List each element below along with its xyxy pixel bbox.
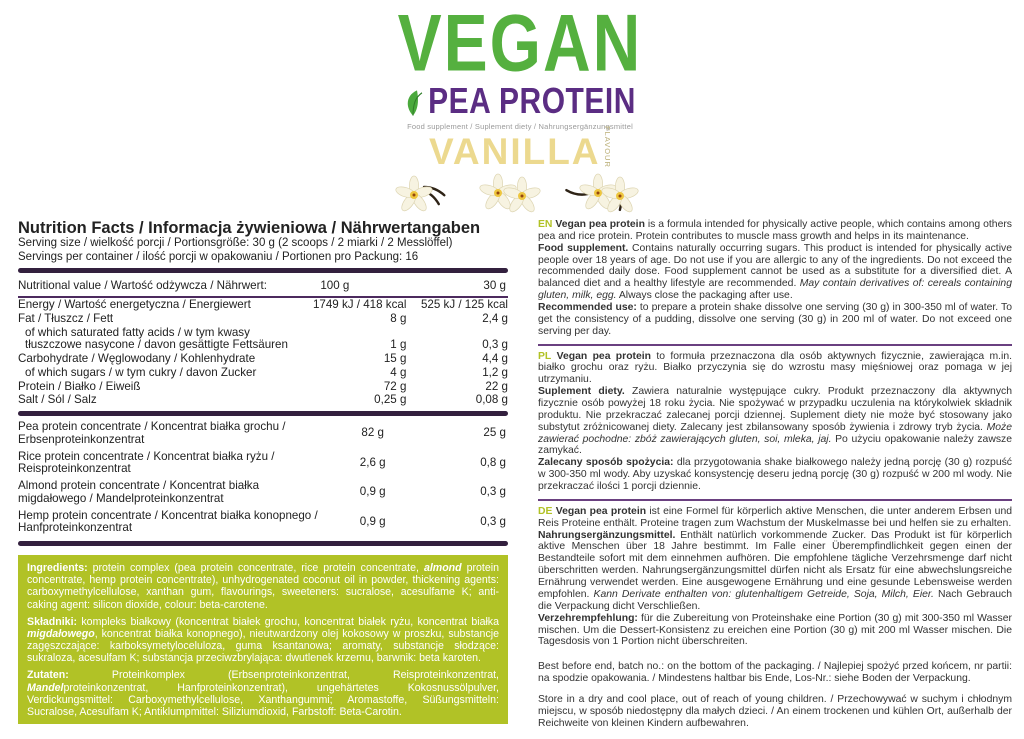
- pl-intro-text: to formuła przeznaczona dla osób aktywnych fizycznie, zawierająca m.in. białko grochu oraz ryżu. Białko przyczynia się do wzrostu masy mięśniowej oraz pomaga w jej utrzymaniu.: [538, 350, 1013, 386]
- product-title: PEA PROTEIN: [428, 82, 636, 122]
- product-name-bold: Vegan pea protein: [556, 350, 652, 362]
- pl-intro: [538, 351, 1012, 387]
- column-header-100g: 100 g: [297, 276, 406, 297]
- de-info-section: [538, 506, 1012, 648]
- pl-recommended-use: [538, 457, 1012, 493]
- row-value-100g: 1749 kJ / 418 kcal: [312, 298, 407, 312]
- ingredients-pl-emphasis: migdałowego: [27, 627, 95, 640]
- row-value-100g: 72 g: [383, 379, 407, 393]
- de-intro: [538, 506, 1012, 530]
- ingredients-de-lead: Zutaten:: [27, 669, 69, 682]
- row-value-30g: 25 g: [483, 426, 506, 440]
- table-row: [18, 380, 508, 394]
- row-label: Pea protein concentrate / Koncentrat białka grochu / Erbsenproteinkonzentrat: [18, 420, 286, 446]
- divider-bar: [18, 411, 508, 416]
- ingredients-en: [27, 562, 499, 611]
- row-value-30g: 0,3 g: [482, 338, 508, 352]
- pl-use-lead: Zalecany sposób spożycia:: [538, 457, 674, 469]
- row-value-100g: 15 g: [383, 352, 407, 366]
- pl-supplement-end: Po użyciu opakowanie należy zawsze zamykać.: [538, 433, 1012, 457]
- row-value-100g: 0,25 g: [374, 393, 407, 407]
- row-label: Energy / Wartość energetyczna / Energiewert: [18, 298, 251, 312]
- pl-use-text: dla przygotowania shake białkowego należy jedną porcję (30 g) rozpuść w 300-350 ml wody. Aby uzyskać konsystencję deseru jedną porcję (30 g) rozpuść w 200 ml wody. Nie przekraczać ilości 1 porcji dziennie.: [538, 457, 1012, 493]
- section-divider: [538, 499, 1012, 501]
- pl-allergen-note: Może zawierać pochodne: zbóż zawierających gluten, soi, mleka, jaj.: [538, 421, 1012, 445]
- ingredients-de-emphasis: Mandel: [27, 681, 64, 694]
- concentrates-table: [18, 419, 508, 537]
- nutrition-panel: [18, 219, 508, 724]
- ingredients-pl-text: , koncentrat białka konopnego), nieutwardzony olej kokosowy w proszku, substancje zagęszczające: karboksymetyloceluloza, guma ksantanowa; aromaty, substancje słodzące: sukraloza, acesulfam K; substancja przeciwzbrylająca: dwutlenek krzemu, barwnik: beta karoten.: [27, 627, 499, 665]
- de-intro-text: ist eine Formel für körperlich aktive Menschen, die unter anderem Erbsen und Reis Proteine enthält. Proteine tragen zum Wachstum der Muskelmasse bei und helfen sie zu erhalten.: [538, 505, 1013, 529]
- divider-bar: [18, 541, 508, 546]
- row-label: Salt / Sól / Salz: [18, 393, 97, 407]
- table-header-row: [18, 276, 508, 297]
- brand-header: [374, 0, 666, 221]
- column-header-30g: 30 g: [406, 276, 508, 297]
- row-value-100g: 82 g: [361, 426, 384, 440]
- row-value-30g: 22 g: [485, 379, 508, 393]
- ingredients-en-text: protein concentrate, hemp protein concentrate), unhydrogenated coconut oil in powder, thickening agents: carboxymethylcellulose, xanthan gum, flavourings, sweeteners: sucralose, acesulfame K; anti-caking agent: silicon dioxide, colour: beta-carotene.: [27, 562, 499, 611]
- en-recommended-use: [538, 302, 1012, 338]
- serving-size-line: Serving size / wielkość porcji / Portionsgröße: 30 g (2 scoops / 2 miarki / 2 Messlöffel): [18, 237, 453, 250]
- en-use-text: to prepare a protein shake dissolve one serving (30 g) in 300-350 ml of water. To get the consistency of a pudding, dissolve one serving (30 g) in 200 ml of water. Do not exceed one serving per day.: [538, 302, 1012, 337]
- en-allergen-note: May contain derivatives of: cereals containing gluten, milk, egg.: [538, 278, 1012, 302]
- row-label: Hemp protein concentrate / Koncentrat białka konopnego / Hanfproteinkonzentrat: [18, 508, 318, 535]
- table-row: [18, 297, 508, 312]
- ingredients-de-text: proteinkonzentrat, Hanfproteinkonzentrat), ungehärtetes Kokosnussölpulver, Verdickungsmittel: Carboxymethylcellulose, Xanthangummi; Aromastoffe, Süßungsmitteln: Sucralose, Acesulfam K; Antiklumpmittel: Siliziumdioxid, Farbstoff: Beta-Carotin.: [27, 681, 499, 718]
- info-panel: [538, 219, 1012, 739]
- ingredients-de-text: Proteinkomplex (Erbsenproteinkonzentrat, Reisproteinkonzentrat,: [68, 669, 499, 682]
- pl-supplement-lead: Suplement diety.: [538, 386, 625, 398]
- table-row: [18, 419, 508, 449]
- ingredients-pl: [27, 616, 499, 665]
- leaf-icon: [404, 88, 424, 117]
- table-row: [18, 312, 508, 326]
- table-row: [18, 352, 508, 366]
- nutrition-facts-title: Nutrition Facts / Informacja żywieniowa / Nährwertangaben: [18, 219, 481, 237]
- row-value-30g: 525 kJ / 125 kcal: [420, 298, 508, 312]
- pl-supplement-text: Zawiera naturalnie występujące cukry. Produkt przeznaczony dla aktywnych fizycznie osób powyżej 18 roku życia. Nie spożywać w przypadku uczulenia na którykolwiek składnik produktu. Nie przekraczać zalecanej porcji dziennej. Suplement diety nie może być stosowany jako substytut zróżnicowanej diety. Zalecany jest zbilansowany sposób żywienia i zdrowy tryb życia.: [538, 386, 1012, 433]
- row-value-100g: 8 g: [390, 311, 407, 325]
- brand-title: VEGAN: [397, 0, 643, 88]
- row-value-30g: 0,8 g: [480, 455, 506, 469]
- servings-per-container-line: Servings per container / ilość porcji w opakowaniu / Portionen pro Packung: 16: [18, 250, 419, 263]
- row-label: Rice protein concentrate / Koncentrat białka ryżu / Reisproteinkonzentrat: [18, 449, 275, 476]
- row-value-30g: 1,2 g: [482, 365, 508, 379]
- ingredients-en-emphasis: almond: [423, 562, 462, 575]
- table-row: [18, 508, 508, 538]
- row-value-100g: 4 g: [390, 365, 407, 379]
- flavour-name: VANILLA: [428, 131, 601, 172]
- product-name-bold: Vegan pea protein: [555, 505, 647, 517]
- row-value-100g: 0,9 g: [359, 485, 386, 499]
- ingredients-box: [18, 555, 508, 724]
- product-title-row: [374, 82, 666, 123]
- storage-note: Store in a dry and cool place, out of reach of young children. / Przechowywać w suchym i chłodnym miejscu, w sposób niedostępny dla małych dzieci. / An einem trockenen und kühlen Ort, außerhalb der Reichweite von kleinen Kindern aufbewahren.: [538, 693, 1012, 729]
- en-supplement-text: Contains naturally occurring sugars. This product is intended for physically active people over 18 years of age. Do not use if you are allergic to any of the ingredients. Do not exceed the recommended daily dose. Food supplement cannot be used as a substitute for a diversified diet. A balanced diet and a healthy lifestyle are recommended.: [538, 242, 1012, 290]
- ingredients-pl-text: kompleks białkowy (koncentrat białek grochu, koncentrat białek ryżu, koncentrat białka: [77, 615, 499, 628]
- row-value-100g: 1 g: [390, 338, 407, 352]
- en-intro-text: is a formula intended for physically active people, which contains among others pea and rice protein. Protein contributes to muscle mass growth and helps in its maintenance.: [538, 219, 1013, 242]
- row-value-30g: 2,4 g: [482, 311, 508, 325]
- row-label: Carbohydrate / Węglowodany / Kohlenhydrate: [18, 352, 256, 366]
- en-use-lead: Recommended use:: [538, 302, 637, 314]
- de-use-lead: Verzehrempfehlung:: [538, 612, 638, 624]
- product-name-bold: Vegan pea protein: [555, 219, 645, 230]
- de-supplement-text: Enthält natürlich vorkommende Zucker. Das Produkt ist für körperlich aktive Menschen über 18 Jahre bestimmt. Im Falle einer Überempfindlichkeit gegen einen der Bestandteile sofort mit dem einnehmen aufhören. Die empfohlene tägliche Verzehrsmenge darf nicht überschritten werden. Nahrungsergänzungsmittel dürfen nicht als Ersatz für eine abwechslungsreiche Ernährung verwendet werden. Eine ausgewogene Ernährung und eine gesunde Lebensweise werden empfohlen.: [538, 529, 1012, 600]
- row-value-30g: 0,3 g: [480, 514, 506, 528]
- de-supplement-lead: Nahrungsergänzungsmittel.: [538, 529, 676, 541]
- en-supplement-lead: Food supplement.: [538, 242, 629, 254]
- spacer: [538, 648, 1012, 661]
- section-divider: [538, 344, 1012, 346]
- ingredients-de: [27, 669, 499, 718]
- ingredients-pl-lead: Składniki:: [27, 615, 78, 628]
- column-header-label: Nutritional value / Wartość odżywcza / Nährwert:: [18, 276, 297, 297]
- row-label: Almond protein concentrate / Koncentrat białka migdałowego / Mandelproteinkonzentrat: [18, 479, 260, 505]
- row-label: of which sugars / w tym cukry / davon Zucker: [25, 365, 257, 379]
- row-label: Protein / Białko / Eiweiß: [18, 379, 141, 393]
- language-tag-pl: PL: [538, 350, 552, 362]
- table-row: [18, 326, 508, 353]
- de-use-text: für die Zubereitung von Proteinshake eine Portion (30 g) mit 300-350 ml Wasser mischen. Um die Dessert-Konsistenz zu ereichen eine Portion (30 g) mit 200 ml Wasser mischen. Die Tagesdosis von 1 Portion nicht überschreiten.: [538, 612, 1012, 648]
- row-label: Fat / Tłuszcz / Fett: [18, 311, 114, 325]
- nutrition-table: [18, 276, 508, 407]
- table-row: [18, 449, 508, 479]
- language-tag-en: EN: [538, 219, 553, 230]
- pl-supplement: [538, 386, 1012, 457]
- language-tag-de: DE: [538, 505, 553, 517]
- ingredients-en-lead: Ingredients:: [27, 562, 88, 575]
- row-value-100g: 2,6 g: [359, 455, 386, 469]
- supplement-type-line: Food supplement / Suplement diety / Nahrungsergänzungsmittel: [407, 122, 633, 131]
- pl-info-section: [538, 351, 1012, 493]
- row-value-100g: 0,9 g: [359, 514, 386, 528]
- table-row: [18, 393, 508, 407]
- de-allergen-note: Kann Derivate enthalten von: glutenhaltigem Getreide, Soja, Milch, Eier.: [593, 588, 934, 600]
- table-row: [18, 478, 508, 508]
- en-supplement: [538, 243, 1012, 302]
- best-before-note: Best before end, batch no.: on the bottom of the packaging. / Najlepiej spożyć przed końcem, nr partii: na spodzie opakowania. / Mindestens haltbar bis Ende, Los-Nr.: siehe Boden der Verpackung.: [538, 661, 1012, 685]
- en-supplement-end: Always close the packaging after use.: [616, 290, 793, 302]
- de-supplement-end: Nach Gebrauch die Verpackung dicht Verschließen.: [538, 588, 1012, 612]
- de-recommended-use: [538, 613, 1012, 649]
- table-row: [18, 366, 508, 380]
- flavour-word: FLAVOUR: [603, 126, 613, 168]
- en-info-section: [538, 219, 1012, 338]
- row-value-30g: 0,3 g: [480, 485, 506, 499]
- en-intro: [538, 219, 1012, 243]
- divider-bar: [18, 268, 508, 273]
- vanilla-flowers-image: [392, 172, 648, 216]
- footer-notes: [538, 661, 1012, 729]
- ingredients-en-text: protein complex (pea protein concentrate, rice protein concentrate,: [87, 562, 424, 575]
- row-value-30g: 0,08 g: [475, 393, 508, 407]
- row-value-30g: 4,4 g: [482, 352, 508, 366]
- de-supplement: [538, 530, 1012, 613]
- row-label: of which saturated fatty acids / w tym kwasy tłuszczowe nasycone / davon gesättigte Fettsäuren: [25, 325, 288, 352]
